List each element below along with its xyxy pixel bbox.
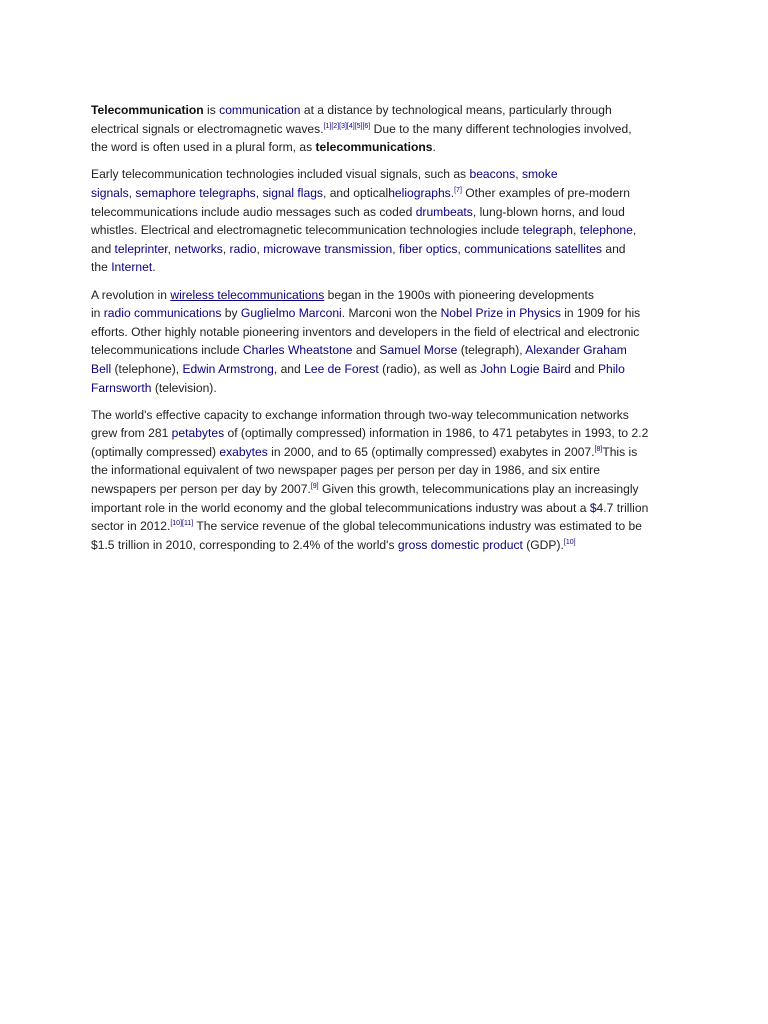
text-run: efforts. Other highly notable pioneering inventors and developers in the field of electrical and electronic (91, 324, 640, 339)
text-run: newspapers per person per day by 2007. (91, 482, 311, 497)
paragraph-3 (91, 286, 671, 398)
link-heliographs[interactable]: heliographs (388, 185, 451, 200)
text-run: and (601, 241, 626, 256)
text-run: (optimally compressed) (91, 444, 220, 459)
link-philo[interactable]: Philo (597, 361, 625, 376)
text-line (91, 406, 671, 425)
text-run: . (432, 140, 436, 155)
text-run: , (256, 241, 264, 256)
link-exabytes[interactable]: exabytes (219, 444, 268, 459)
text-line (91, 517, 671, 536)
text-run: , (515, 167, 522, 182)
text-line (91, 379, 671, 398)
link-microwave-transmission[interactable]: microwave transmission (263, 241, 393, 256)
text-run: . (152, 260, 156, 275)
text-line (91, 138, 671, 157)
citation-ref[interactable] (311, 483, 319, 490)
text-run: Early telecommunication technologies included visual signals, such as (91, 167, 470, 182)
text-line (91, 424, 671, 443)
text-line (91, 480, 671, 499)
text-line (91, 323, 671, 342)
text-run: $1.5 trillion in 2010, corresponding to 2.4% of the world's (91, 537, 398, 552)
link-alexander-graham[interactable]: Alexander Graham (525, 343, 627, 358)
link-beacons[interactable]: beacons (469, 167, 516, 182)
link-communications-satellites[interactable]: communications satellites (464, 241, 602, 256)
text-run: Other examples of pre-modern (461, 185, 630, 200)
text-run: the (91, 260, 112, 275)
bold-term: telecommunications (315, 140, 433, 155)
text-line (91, 203, 671, 222)
link-petabytes[interactable]: petabytes (171, 426, 225, 441)
citation-ref[interactable] (454, 187, 462, 194)
text-run: , (222, 241, 230, 256)
text-run: at a distance by technological means, particularly through (300, 103, 612, 117)
text-run: grew from 281 (91, 426, 172, 441)
text-run: is (203, 103, 220, 117)
text-line (91, 461, 671, 480)
text-run: and (91, 241, 115, 256)
text-line (91, 240, 671, 259)
text-run: . Marconi won the (341, 306, 441, 321)
text-run: and (352, 343, 380, 358)
text-run: This is (602, 444, 638, 459)
text-run: , and (273, 361, 305, 376)
text-run: (GDP). (522, 537, 564, 552)
text-line (91, 499, 671, 518)
link-lee-de-forest[interactable]: Lee de Forest (304, 361, 379, 376)
text-run: sector in 2012. (91, 519, 171, 534)
citation-link[interactable]: [9] (310, 483, 319, 491)
link-radio-communications[interactable]: radio communications (103, 306, 222, 321)
paragraph-2 (91, 165, 671, 277)
text-line (91, 304, 671, 323)
link-bell[interactable]: Bell (91, 361, 112, 376)
text-run: whistles. Electrical and electromagnetic telecommunication technologies include (91, 223, 523, 238)
text-run: Due to the many different technologies involved, (370, 121, 632, 136)
link-wireless-telecommunications[interactable]: wireless telecommunications (170, 287, 325, 302)
link-communication[interactable]: communication (219, 103, 301, 117)
citation-ref[interactable] (324, 123, 371, 130)
paragraph-4 (91, 406, 671, 555)
citation-ref[interactable] (564, 539, 576, 546)
link-telegraph[interactable]: telegraph (522, 223, 574, 238)
text-line (91, 120, 671, 139)
paragraph-1 (91, 101, 671, 157)
text-run: in 1909 for his (560, 306, 641, 321)
text-run: , (167, 241, 175, 256)
text-run: , (573, 223, 580, 238)
text-line (91, 536, 671, 555)
text-run: , (392, 241, 399, 256)
citation-link[interactable]: [8] (594, 445, 603, 453)
text-run: electrical signals or electromagnetic waves. (91, 121, 324, 136)
text-run: , (457, 241, 465, 256)
text-line (91, 221, 671, 240)
link-charles-wheatstone[interactable]: Charles Wheatstone (242, 343, 353, 358)
citation-ref[interactable] (170, 520, 193, 527)
text-run: (television). (151, 380, 217, 395)
citation-link[interactable]: [7] (454, 186, 462, 194)
text-line (91, 341, 671, 360)
text-run: in (91, 306, 104, 321)
text-run: telecommunications include (91, 343, 243, 358)
link-nobel-prize-in-physics[interactable]: Nobel Prize in Physics (440, 306, 561, 321)
link-smoke[interactable]: smoke (521, 167, 558, 182)
citation-link[interactable]: [1][2][3][4][5][6] (323, 122, 371, 130)
text-run: began in the 1900s with pioneering developments (324, 287, 594, 302)
text-run: , and optical (322, 185, 389, 200)
link-edwin-armstrong[interactable]: Edwin Armstrong (182, 361, 274, 376)
text-line (91, 101, 671, 120)
text-run: , (632, 223, 637, 238)
text-run: the informational equivalent of two newspaper pages per person per day in 1986, and six entire (91, 463, 600, 478)
text-run: , lung-blown horns, and loud (472, 204, 625, 219)
text-line (91, 258, 671, 277)
link-signal-flags[interactable]: signal flags (262, 185, 323, 200)
link-networks[interactable]: networks (174, 241, 223, 256)
text-run: The world's effective capacity to exchange information through two-way telecommunication networks (91, 407, 629, 422)
citation-link[interactable]: [10][11] (170, 520, 194, 528)
text-run: of (optimally compressed) information in 1986, to 471 petabytes in 1993, to 2.2 (224, 426, 649, 441)
text-run: and (571, 361, 598, 376)
link-john-logie-baird[interactable]: John Logie Baird (480, 361, 572, 376)
article-body (91, 101, 671, 563)
link-internet[interactable]: Internet (111, 260, 153, 275)
text-line (91, 286, 671, 305)
text-run: , (255, 185, 263, 200)
text-line (91, 184, 671, 203)
link-drumbeats[interactable]: drumbeats (415, 204, 473, 219)
link-x[interactable]: $ (589, 500, 597, 515)
bold-term: Telecommunication (91, 103, 204, 117)
link-radio[interactable]: radio (229, 241, 257, 256)
link-semaphore-telegraphs[interactable]: semaphore telegraphs (135, 185, 256, 200)
link-guglielmo-marconi[interactable]: Guglielmo Marconi (240, 306, 342, 321)
text-run: 4.7 trillion (596, 500, 649, 515)
text-run: (radio), as well as (378, 361, 481, 376)
text-run: important role in the world economy and the global telecommunications industry was about a (91, 500, 590, 515)
text-line (91, 360, 671, 379)
citation-link[interactable]: [10] (563, 538, 576, 546)
text-run: A revolution in (91, 287, 171, 302)
text-run: . (450, 185, 455, 200)
text-run: in 2000, and to 65 (optimally compressed) exabytes in 2007. (267, 444, 595, 459)
text-line (91, 443, 671, 462)
text-run: Given this growth, telecommunications play an increasingly (318, 482, 639, 497)
text-run: The service revenue of the global telecommunications industry was estimated to be (193, 519, 643, 534)
text-run: , (128, 185, 136, 200)
link-signals[interactable]: signals (91, 185, 129, 200)
link-farnsworth[interactable]: Farnsworth (91, 380, 152, 395)
link-fiber-optics[interactable]: fiber optics (398, 241, 458, 256)
text-line (91, 165, 671, 184)
text-run: (telephone), (111, 361, 183, 376)
text-run: (telegraph), (457, 343, 526, 358)
text-run: by (221, 306, 241, 321)
link-teleprinter[interactable]: teleprinter (114, 241, 168, 256)
link-samuel-morse[interactable]: Samuel Morse (379, 343, 458, 358)
text-run: telecommunications include audio messages such as coded (91, 204, 416, 219)
link-gross-domestic-product[interactable]: gross domestic product (397, 537, 523, 552)
text-run: the word is often used in a plural form, as (91, 140, 316, 155)
link-telephone[interactable]: telephone (579, 223, 633, 238)
